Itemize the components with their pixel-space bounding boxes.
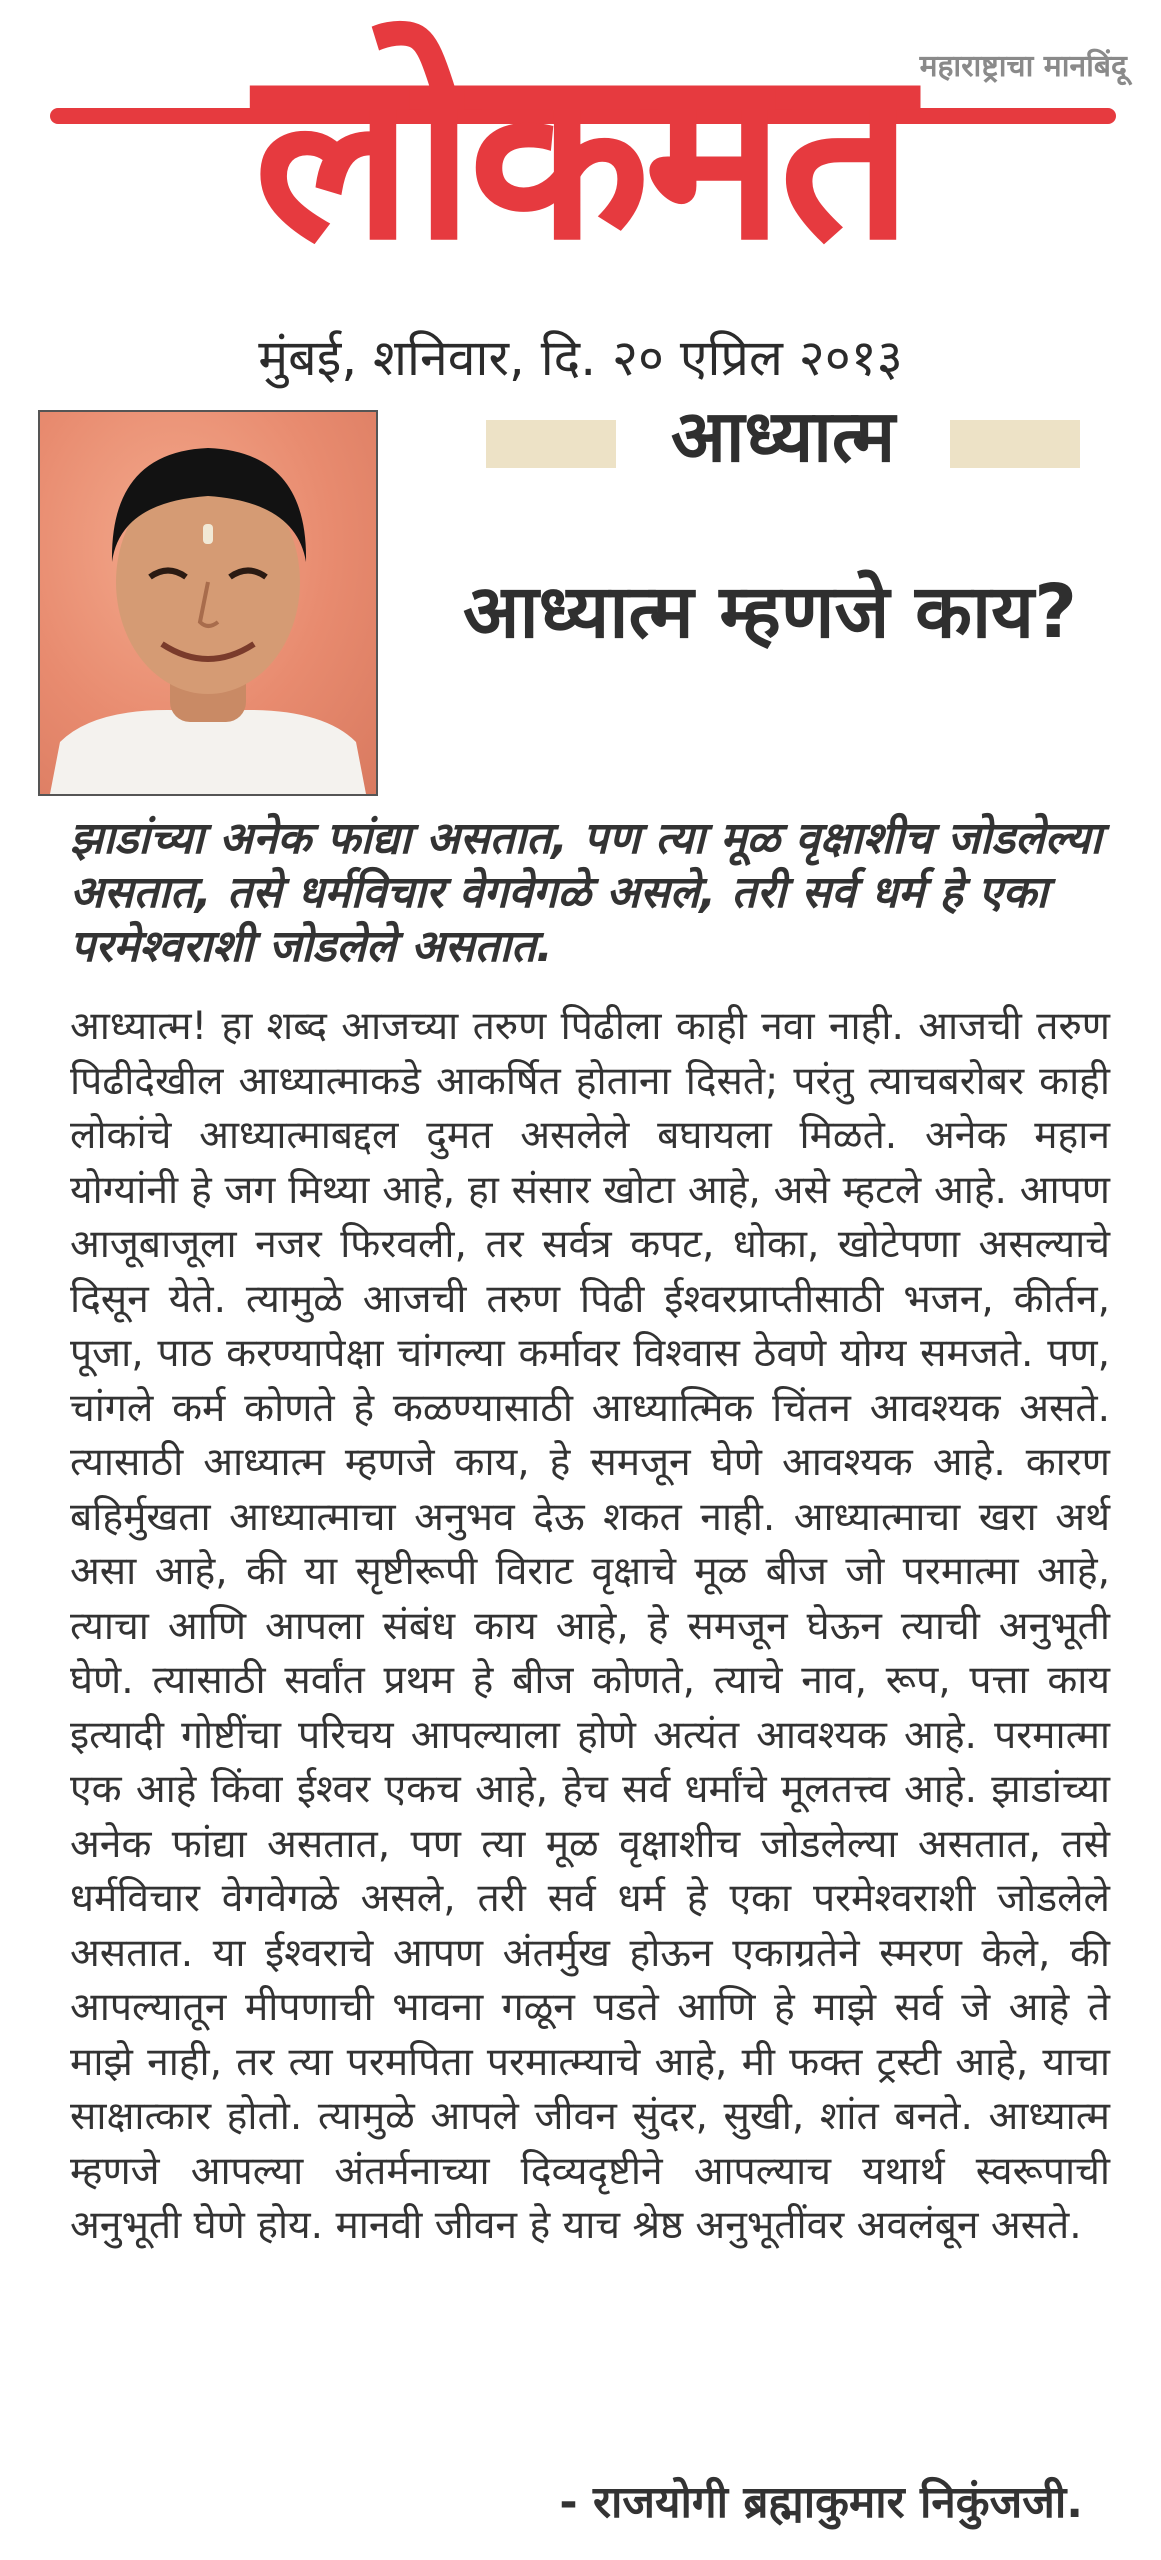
section-rule-right (950, 420, 1080, 468)
section-label: आध्यात्म (670, 394, 896, 478)
masthead-tagline: महाराष्ट्राचा मानबिंदू (919, 49, 1127, 84)
article-byline: - राजयोगी ब्रह्माकुमार निकुंजजी. (559, 2477, 1083, 2528)
section-rule-left (486, 420, 616, 468)
author-portrait-icon (40, 412, 376, 794)
masthead-logo: लोकमत (253, 17, 908, 292)
author-photo (38, 410, 378, 796)
article-body: आध्यात्म! हा शब्द आजच्या तरुण पिढीला काही नवा नाही. आजची तरुण पिढीदेखील आध्यात्माकडे आकर्षित होताना दिसते; परंतु त्याचबरोबर काही लोकांचे आध्यात्माबद्दल दुमत असलेले बघायला मिळते. अनेक महान योग्यांनी हे जग मिथ्या आहे, हा संसार खोटा आहे, असे म्हटले आहे. आपण आजूबाजूला नजर फिरवली, तर सर्वत्र कपट, धोका, खोटेपणा असल्याचे दिसून येते. त्यामुळे आजची तरुण पिढी ईश्वरप्राप्तीसाठी भजन, कीर्तन, पूजा, पाठ करण्यापेक्षा चांगल्या कर्मावर विश्वास ठेवणे योग्य समजते. पण, चांगले कर्म कोणते हे कळण्यासाठी आध्यात्मिक चिंतन आवश्यक असते. त्यासाठी आध्यात्म म्हणजे काय, हे समजून घेणे आवश्यक आहे. कारण बहिर्मुखता आध्यात्माचा अनुभव देऊ शकत नाही. आध्यात्माचा खरा अर्थ असा आहे, की या सृष्टीरूपी विराट वृक्षाचे मूळ बीज जो परमात्मा आहे, त्याचा आणि आपला संबंध काय आहे, हे समजून घेऊन त्याची अनुभूती घेणे. त्यासाठी सर्वांत प्रथम हे बीज कोणते, त्याचे नाव, रूप, पत्ता काय इत्यादी गोष्टींचा परिचय आपल्याला होणे अत्यंत आवश्यक आहे. परमात्मा एक आहे किंवा ईश्वर एकच आहे, हेच सर्व धर्मांचे मूलतत्त्व आहे. झाडांच्या अनेक फांद्या असतात, पण त्या मूळ वृक्षाशीच जोडलेल्या असतात, तसे धर्मविचार वेगवेगळे असले, तरी सर्व धर्म हे एका परमेश्वराशी जोडलेले असतात. या ईश्वराचे आपण अंतर्मुख होऊन एकाग्रतेने स्मरण केले, की आपल्यातून मीपणाची भावना गळून पडते आणि हे माझे सर्व जे आहे ते माझे नाही, तर त्या परमपिता परमात्म्याचे आहे, मी फक्त ट्रस्टी आहे, याचा साक्षात्कार होतो. त्यामुळे आपले जीवन सुंदर, सुखी, शांत बनते. आध्यात्म म्हणजे आपल्या अंतर्मनाच्या दिव्यदृष्टीने आपल्याच यथार्थ स्वरूपाची अनुभूती घेणे होय. मानवी जीवन हे याच श्रेष्ठ अनुभूतींवर अवलंबून असते. (70, 1004, 1110, 2248)
article-summary: झाडांच्या अनेक फांद्या असतात, पण त्या मूळ वृक्षाशीच जोडलेल्या असतात, तसे धर्मविचार वेगवेगळे असले, तरी सर्व धर्म हे एका परमेश्वराशी जोडलेले असतात. (70, 813, 1102, 972)
article-headline: आध्यात्म म्हणजे काय? (462, 569, 1077, 655)
dateline: मुंबई, शनिवार, दि. २० एप्रिल २०१३ (258, 329, 903, 387)
